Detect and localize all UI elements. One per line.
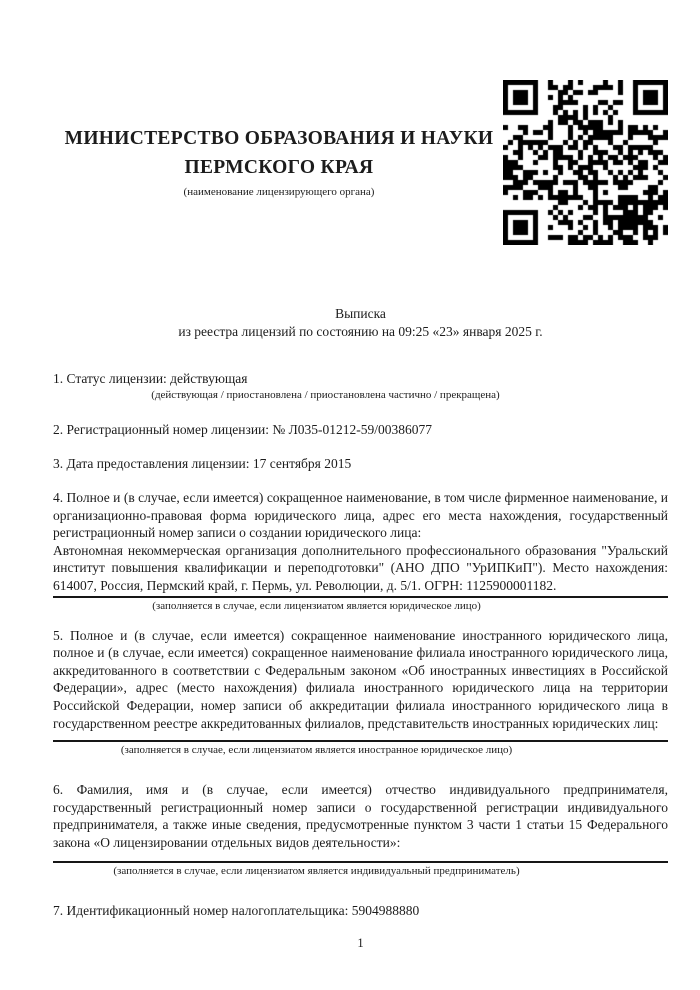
licensing-authority-header bbox=[53, 124, 505, 199]
item-6-individual-entrepreneur bbox=[53, 781, 668, 878]
item-3-text: 3. Дата предоставления лицензии: 17 сентября 2015 bbox=[53, 456, 352, 472]
item-3-grant-date bbox=[53, 455, 668, 473]
ministry-name-line2: ПЕРМСКОГО КРАЯ bbox=[184, 157, 374, 178]
item-6-fill-line bbox=[53, 861, 668, 863]
item-5-note: (заполняется в случае, если лицензиатом является иностранное юридическое лицо) bbox=[120, 744, 513, 757]
ministry-name-line1: МИНИСТЕРСТВО ОБРАЗОВАНИЯ И НАУКИ bbox=[64, 128, 494, 149]
item-5-foreign-entity bbox=[53, 627, 668, 758]
item-7-text: 7. Идентификационный номер налогоплательщика: 5904988880 bbox=[53, 903, 420, 919]
item-4-legal-entity bbox=[53, 489, 668, 613]
item-4-fill-line bbox=[53, 596, 668, 598]
item-1-license-status bbox=[53, 370, 668, 402]
qr-code-icon bbox=[503, 80, 668, 245]
item-4-value: Автономная некоммерческая организация дополнительного профессионального образования "Уральский институт повышения квалификации и переподготовки" (АНО ДПО "УрИПКиП"). Место нахождения: 614007, Россия, Пермский край, г. Пермь, ул. Революции, д. 5/1. ОГРН: 1125900001182. bbox=[53, 542, 668, 593]
ministry-note: (наименование лицензирующего органа) bbox=[183, 186, 375, 198]
item-1-text: 1. Статус лицензии: действующая bbox=[53, 371, 248, 387]
item-2-registration-number bbox=[53, 421, 668, 439]
item-5-text: 5. Полное и (в случае, если имеется) сокращенное наименование иностранного юридического лица, полное и (в случае, если имеется) сокращенное наименование филиала иностранного юридического лица, аккредитованного в соответствии с Федеральным законом «Об иностранных инвестициях в Российской Федерации», адрес (место нахождения) филиала иностранного юридического лица на территории Российской Федерации, номер записи об аккредитации филиала иностранного юридического лица в государственном реестре аккредитованных филиалов, представительств иностранных юридических лиц: bbox=[53, 627, 668, 731]
extract-subtitle: из реестра лицензий по состоянию на 09:25 «23» января 2025 г. bbox=[178, 323, 543, 339]
item-7-taxpayer-number bbox=[53, 902, 668, 920]
item-6-note: (заполняется в случае, если лицензиатом является индивидуальный предприниматель) bbox=[113, 865, 520, 878]
item-2-text: 2. Регистрационный номер лицензии: № Л035-01212-59/00386077 bbox=[53, 421, 433, 437]
extract-title-block bbox=[53, 305, 668, 340]
item-1-note: (действующая / приостановлена / приостановлена частично / прекращена) bbox=[151, 388, 500, 401]
page-number: 1 bbox=[357, 936, 364, 951]
item-4-text: 4. Полное и (в случае, если имеется) сокращенное наименование, в том числе фирменное наименование, и организационно-правовая форма юридического лица, адрес его места нахождения, государственный регистрационный номер записи о создании юридического лица: bbox=[53, 489, 668, 541]
item-6-text: 6. Фамилия, имя и (в случае, если имеется) отчество индивидуального предпринимателя, государственный регистрационный номер записи о государственной регистрации индивидуального предпринимателя, а также иные сведения, предусмотренные пунктом 3 части 1 статьи 15 Федерального закона «О лицензировании отдельных видов деятельности»: bbox=[53, 782, 668, 850]
item-4-note: (заполняется в случае, если лицензиатом является юридическое лицо) bbox=[152, 599, 481, 612]
extract-title: Выписка bbox=[335, 306, 386, 321]
item-5-fill-line bbox=[53, 740, 668, 742]
